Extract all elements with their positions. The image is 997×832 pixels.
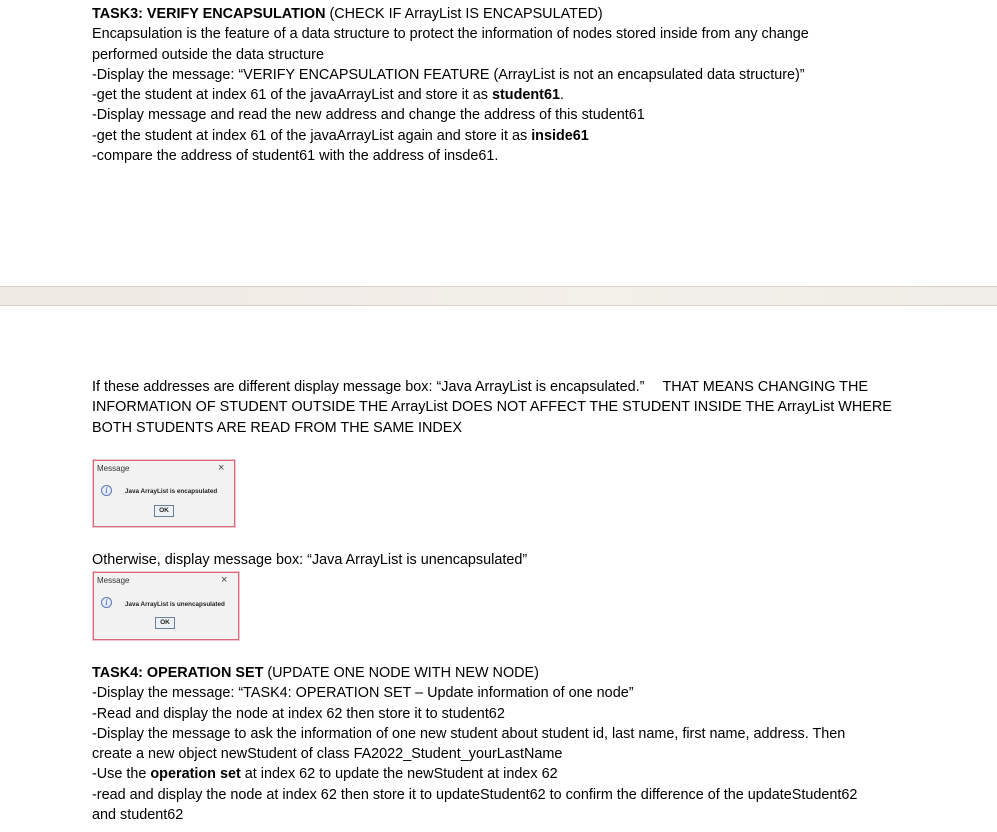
task3-step-4: -get the student at index 61 of the javaArrayList again and store it as inside61 <box>92 127 589 144</box>
task3-step-3: -Display message and read the new address and change the address of this student61 <box>92 107 645 124</box>
dialog-unencapsulated <box>93 572 239 640</box>
task3-step-1: -Display the message: “VERIFY ENCAPSULATION FEATURE (ArrayList is not an encapsulated data structure)” <box>92 66 805 83</box>
task4-step-5b: and student62 <box>92 807 184 824</box>
dialog-message: Java ArrayList is encapsulated <box>125 488 218 495</box>
ok-button[interactable]: OK <box>155 617 175 629</box>
document-page-1 <box>0 0 997 286</box>
task3-step-5: -compare the address of student61 with the address of insde61. <box>92 148 499 165</box>
task4-step-3a: -Display the message to ask the information of one new student about student id, last name, first name, address. Then <box>92 725 846 742</box>
task4-step-3b: create a new object newStudent of class FA2022_Student_yourLastName <box>92 746 563 763</box>
dialog-message: Java ArrayList is unencapsulated <box>125 601 225 608</box>
document-page-2 <box>0 306 997 832</box>
page-break <box>0 286 997 306</box>
task4-heading: TASK4: OPERATION SET (UPDATE ONE NODE WITH NEW NODE) <box>92 665 539 681</box>
info-icon: i <box>101 485 112 496</box>
encapsulated-condition-text: If these addresses are different display message box: “Java ArrayList is encapsulated.” THAT MEANS CHANGING THE INFORMATION OF STUDENT OUTSIDE THE ArrayList DOES NOT AFFECT THE STUDENT INSIDE THE ArrayList WHERE BOTH STUDENTS ARE READ FROM THE SAME INDEX <box>92 379 892 436</box>
task4-step-4: -Use the operation set at index 62 to update the newStudent at index 62 <box>92 766 558 783</box>
close-icon[interactable]: × <box>218 462 225 474</box>
task3-intro-line-1: Encapsulation is the feature of a data structure to protect the information of nodes stored inside from any change <box>92 26 809 43</box>
close-icon[interactable]: × <box>221 574 228 586</box>
dialog-title: Message <box>97 576 130 585</box>
task4-step-1: -Display the message: “TASK4: OPERATION SET – Update information of one node” <box>92 685 634 702</box>
task4-section <box>92 663 932 825</box>
task4-step-2: -Read and display the node at index 62 then store it to student62 <box>92 705 505 722</box>
dialog-encapsulated <box>93 460 235 527</box>
task3-intro-line-2: performed outside the data structure <box>92 46 324 63</box>
otherwise-text: Otherwise, display message box: “Java ArrayList is unencapsulated” <box>92 552 528 568</box>
task3-step-2: -get the student at index 61 of the javaArrayList and store it as student61. <box>92 87 564 104</box>
dialog-title: Message <box>97 464 130 473</box>
task3-heading: TASK3: VERIFY ENCAPSULATION (CHECK IF ArrayList IS ENCAPSULATED) <box>92 6 603 22</box>
ok-button[interactable]: OK <box>154 505 174 517</box>
task4-step-5a: -read and display the node at index 62 then store it to updateStudent62 to confirm the difference of the updateStudent62 <box>92 786 858 803</box>
task3-section <box>92 4 932 166</box>
info-icon: i <box>101 597 112 608</box>
